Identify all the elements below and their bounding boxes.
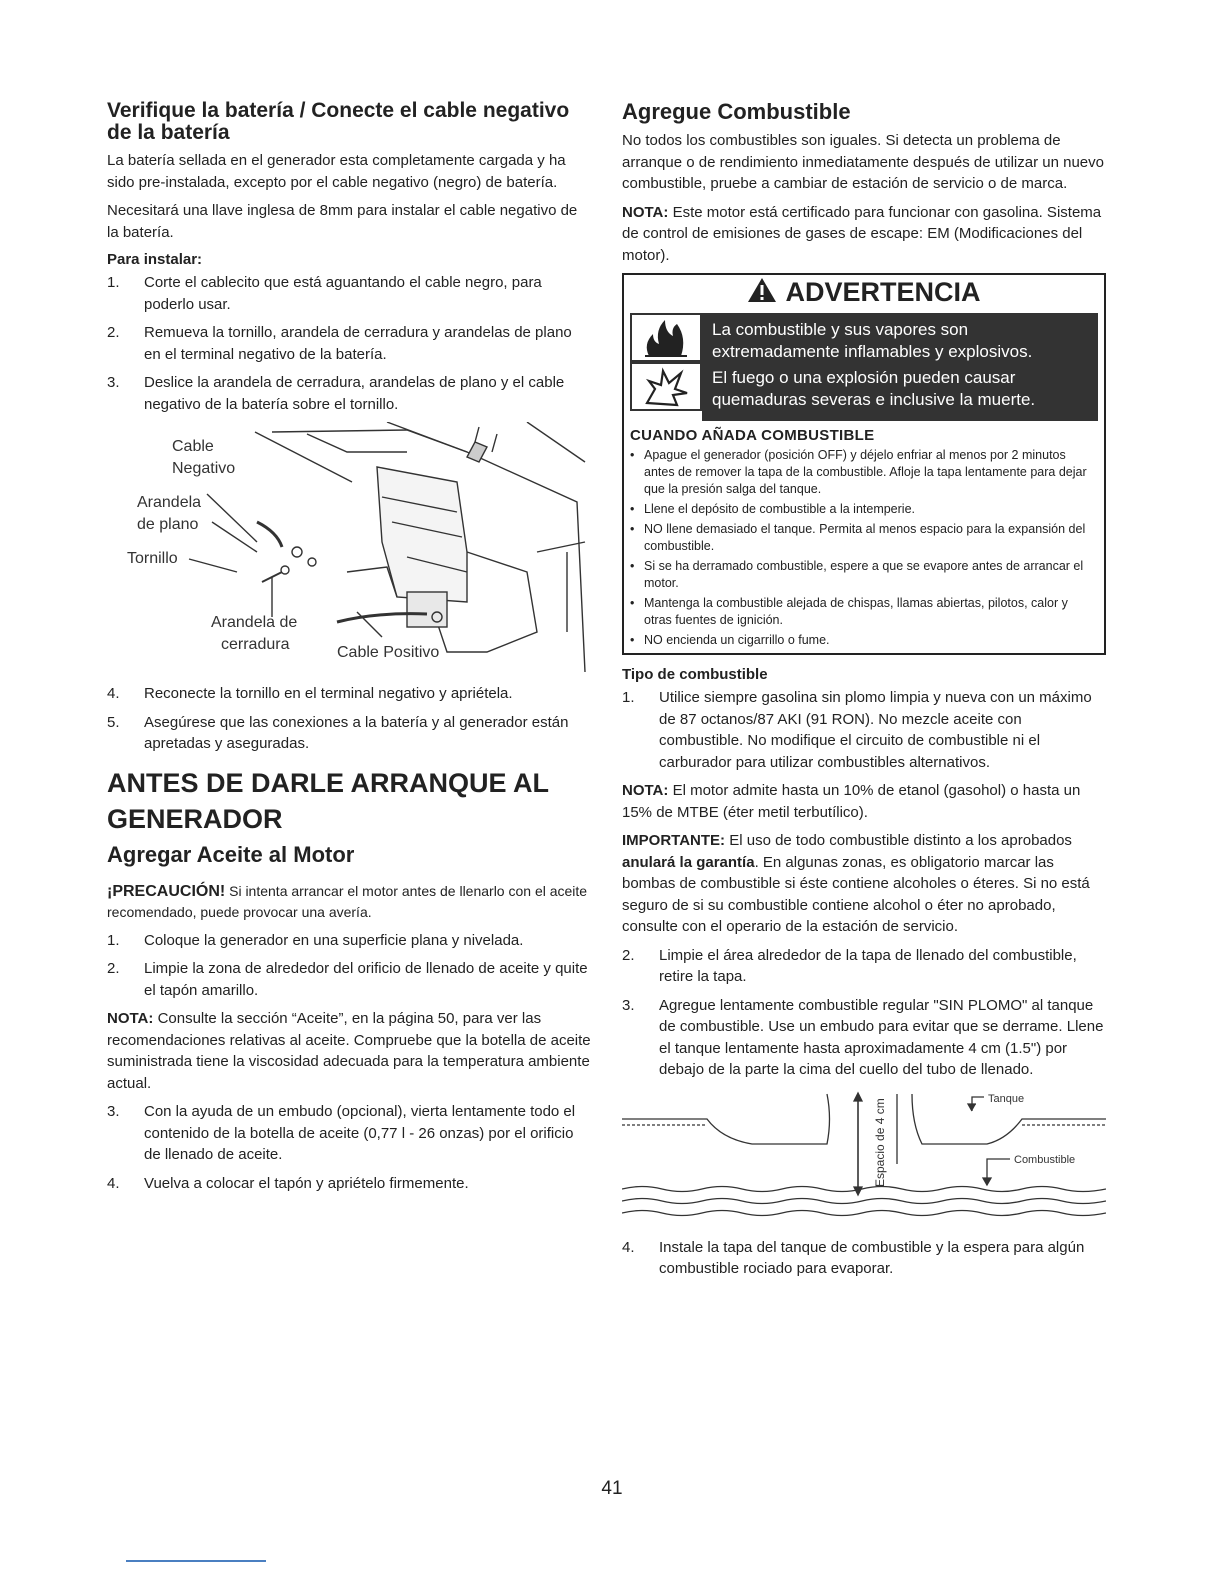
left-column [107, 100, 592, 1201]
battery-heading: Verifique la batería / Conecte el cable negativo de la batería [107, 99, 570, 144]
list-item: 4. Vuelva a colocar el tapón y apriételo firmemente. [107, 1174, 469, 1192]
hazard-line-1: La combustible y sus vapores son extremadamente inflamables y explosivos. [712, 320, 1033, 361]
label-arandela-cerradura-2: cerradura [221, 636, 290, 653]
footer-rule [126, 1560, 266, 1562]
oil-steps-a [107, 930, 592, 1002]
list-item: 2. Remueva la tornillo, arandela de cerradura y arandelas de plano en el terminal negativo de la batería. [107, 324, 572, 363]
precaucion-label: ¡PRECAUCIÓN! [107, 882, 226, 900]
combustible-paragraph-1: No todos los combustibles son iguales. Si detecta un problema de arranque o de rendimiento inmediatamente después de utilizar un nuevo combustible, pruebe a cambiar de estación de servicio o de marca. [622, 132, 1104, 192]
nota2-label: NOTA: [622, 782, 669, 799]
nota1-text: Este motor está certificado para funcionar con gasolina. Sistema de control de emisiones de gases de escape: EM (Modificaciones del motor). [622, 203, 1102, 264]
list-item: 3. Con la ayuda de un embudo (opcional), vierta lentamente todo el contenido de la botella de aceite (0,77 l - 26 onzas) por el orificio de llenado de aceite. [107, 1103, 576, 1163]
cuando-heading: CUANDO AÑADA COMBUSTIBLE [630, 427, 875, 444]
label-cable-positivo: Cable Positivo [337, 644, 440, 661]
precaucion-paragraph [107, 881, 592, 923]
tank-illustration [622, 1089, 1106, 1229]
fuel-steps-c [622, 1237, 1106, 1280]
nota-label: NOTA: [107, 1010, 154, 1027]
hazard-text [702, 313, 1098, 421]
warning-triangle-icon [747, 277, 777, 311]
warning-box [622, 273, 1106, 655]
list-item: 2. Limpie el área alrededor de la tapa de llenado del combustible, retire la tapa. [622, 946, 1077, 985]
list-item: 1. Corte el cablecito que está aguantando el cable negro, para poderlo usar. [107, 274, 542, 313]
importante-paragraph: IMPORTANTE: El uso de todo combustible distinto a los aprobados anulará la garantía. En algunas zonas, es obligatorio marcar las bombas de combustible si éste contiene alcoholes o éteres. Si no está seguro de si su combustible contiene alcohol o éter no aprobado, consulte con el operario de la estación de servicio. [622, 832, 1090, 935]
list-item: • Si se ha derramado combustible, espere a que se evapore antes de arrancar el motor. [630, 558, 1098, 592]
list-item: 4. Instale la tapa del tanque de combustible y la espera para algún combustible rociado para evaporar. [622, 1238, 1085, 1277]
list-item: • Apague el generador (posición OFF) y déjelo enfriar al menos por 2 minutos antes de remover la tapa de la combustible. Afloje la tapa lentamente para dejar que la presión salga del tanque. [630, 447, 1098, 498]
combustible-heading: Agregue Combustible [622, 99, 851, 124]
fuel-steps-b [622, 945, 1106, 1081]
list-item: 2. Limpie la zona de alrededor del orificio de llenado de aceite y quite el tapón amarillo. [107, 960, 588, 999]
battery-steps-b [107, 683, 592, 755]
nota-text: Consulte la sección “Aceite”, en la página 50, para ver las recomendaciones relativas al aceite. Compruebe que la botella de aceite suministrada tiene la viscosidad adecuada para la temperatura ambiente actual. [107, 1010, 591, 1092]
list-item: • Mantenga la combustible alejada de chispas, llamas abiertas, pilotos, calor y otras fuentes de ignición. [630, 595, 1098, 629]
list-item: 4. Reconecte la tornillo en el terminal negativo y apriétela. [107, 685, 513, 702]
nota-paragraph [107, 1008, 592, 1094]
nota1-paragraph [622, 202, 1106, 267]
label-arandela-plano-2: de plano [137, 516, 199, 533]
right-column [622, 100, 1106, 1287]
tank-label-espacio: Espacio de 4 cm [873, 1097, 887, 1187]
hazard-icons [630, 313, 702, 421]
antes-heading: ANTES DE DARLE ARRANQUE AL GENERADOR [107, 767, 549, 834]
fire-icon [630, 313, 702, 362]
label-arandela-plano-1: Arandela [137, 494, 202, 511]
page-number: 41 [601, 1478, 623, 1499]
list-item: • NO encienda un cigarrillo o fume. [630, 632, 1098, 649]
label-cable-negativo-2: Negativo [172, 460, 236, 477]
battery-steps-a [107, 272, 592, 415]
label-tornillo: Tornillo [127, 550, 178, 567]
battery-diagram [107, 422, 592, 677]
nota1-label: NOTA: [622, 203, 669, 221]
explosion-icon [630, 362, 702, 411]
tank-label-tanque: Tanque [988, 1092, 1025, 1105]
list-item: 1. Coloque la generador en una superficie plana y nivelada. [107, 931, 524, 949]
list-item: 1. Utilice siempre gasolina sin plomo limpia y nueva con un máximo de 87 octanos/87 AKI (91 RON). No mezcle aceite con combustible. No modifique el circuito de combustible ni el carburador para utilizar combustibles alternativos. [622, 689, 1092, 771]
list-item: 3. Deslice la arandela de cerradura, arandelas de plano y el cable negativo de la batería sobre el tornillo. [107, 374, 565, 413]
warning-title: ADVERTENCIA [785, 277, 981, 307]
warning-header [624, 275, 1104, 313]
list-item: • NO llene demasiado el tanque. Permita al menos espacio para la expansión del combustible. [630, 521, 1098, 555]
aceite-heading: Agregar Aceite al Motor [107, 841, 355, 867]
label-arandela-cerradura-1: Arandela de [211, 614, 298, 631]
precaucion-text: Si intenta arrancar el motor antes de llenarlo con el aceite recomendado, puede provocar una avería. [107, 882, 588, 920]
fuel-steps-a [622, 687, 1106, 773]
label-cable-negativo-1: Cable [172, 438, 214, 455]
importante-label: IMPORTANTE: [622, 832, 726, 849]
nota2-text: El motor admite hasta un 10% de etanol (gasohol) o hasta un 15% de MTBE (éter metil terbutílico). [622, 782, 1081, 821]
tipo-heading: Tipo de combustible [622, 666, 768, 683]
list-item: • Llene el depósito de combustible a la intemperie. [630, 501, 1098, 518]
list-item: 3. Agregue lentamente combustible regular "SIN PLOMO" al tanque de combustible. Use un embudo para evitar que se derrame. Llene el tanque lentamente hasta aproximadamente 4 cm (1.5") por debajo de la parte la cima del cuello del tubo de llenado. [622, 996, 1104, 1078]
garantia-emphasis: anulará la garantía [622, 853, 755, 871]
warning-bullets [630, 447, 1098, 649]
hazard-panel [630, 313, 1098, 421]
hazard-line-2: El fuego o una explosión pueden causar quemaduras severas e inclusive la muerte. [712, 368, 1036, 409]
nota2-paragraph [622, 780, 1106, 823]
list-item: 5. Asegúrese que las conexiones a la batería y al generador están apretadas y aseguradas. [107, 713, 569, 752]
oil-steps-b [107, 1101, 592, 1194]
tank-diagram [622, 1089, 1106, 1229]
battery-paragraph-2: Necesitará una llave inglesa de 8mm para instalar el cable negativo de la batería. [107, 202, 578, 241]
battery-paragraph-1: La batería sellada en el generador esta completamente cargada y ha sido pre-instalada, excepto por el cable negativo (negro) de batería. [107, 152, 566, 191]
install-heading: Para instalar: [107, 251, 203, 268]
tank-label-combustible: Combustible [1014, 1153, 1076, 1166]
